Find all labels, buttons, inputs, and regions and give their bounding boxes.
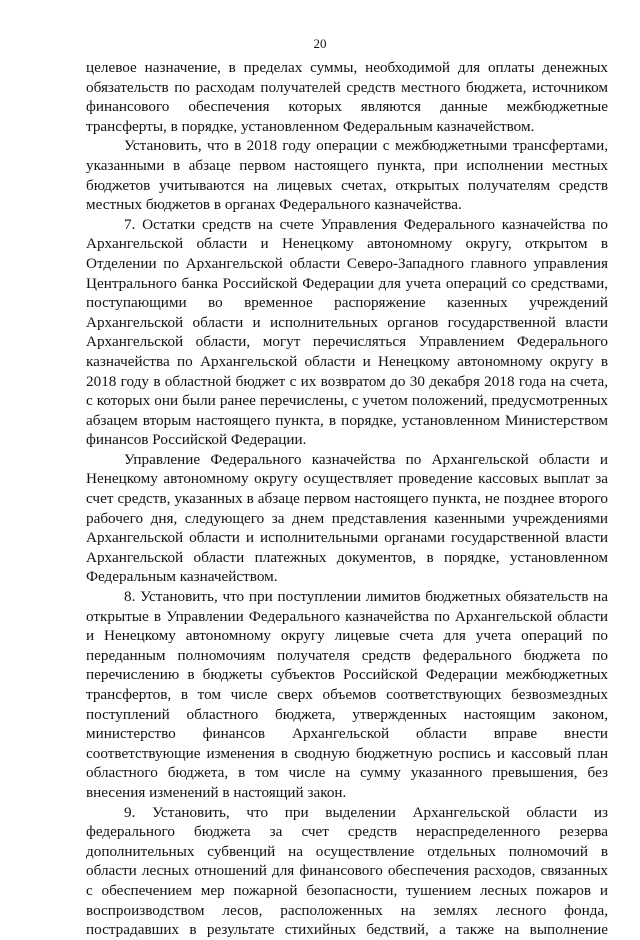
paragraph-item-8: 8. Установить, что при поступлении лимитов бюджетных обязательств на открытые в Управлении Федерального казначейства по Архангельской области и Ненецкому автономному округу лицевые счета для учета операций по переданным полномочиям получателя средств федерального бюджета по перечислению в бюджеты субъектов Российской Федерации межбюджетных трансфертов, в том числе сверх объемов соответствующих безвозмездных поступлений областного бюджета, утвержденных настоящим законом, министерство финансов Архангельской области вправе внести соответствующие изменения в сводную бюджетную роспись и кассовый план областного бюджета, в том числе на сумму указанного превышения, без внесения изменений в настоящий закон. (86, 588, 608, 801)
paragraph-item-7-cash-payments: Управление Федерального казначейства по Архангельской области и Ненецкому автономному округу осуществляет проведение кассовых выплат за счет средств, указанных в абзаце первом настоящего пункта, не позднее второго рабочего дня, следующего за днем представления казенными учреждениями Архангельской области и исполнительными органами государственной власти Архангельской области платежных документов, в порядке, установленном Федеральным казначейством. (86, 450, 608, 586)
page-number: 20 (313, 36, 327, 51)
paragraph-continuation: целевое назначение, в пределах суммы, необходимой для оплаты денежных обязательств по расходам получателей средств местного бюджета, источником финансового обеспечения которых являются данные межбюджетные трансферты, в порядке, установленном Федеральным казначейством. (86, 59, 608, 135)
paragraph-item-9: 9. Установить, что при выделении Архангельской области из федерального бюджета за счет средств нераспределенного резерва дополнительных субвенций на осуществление отдельных полномочий в области лесных отношений для финансового обеспечения расходов, связанных с обеспечением мер пожарной безопасности, тушением лесных пожаров и воспроизводством лесов, расположенных на землях лесного фонда, пострадавших в результате стихийных бедствий, а также на выполнение (86, 803, 608, 939)
document-body (86, 58, 608, 940)
paragraph-interbudget-transfers: Установить, что в 2018 году операции с межбюджетными трансфертами, указанными в абзаце первом настоящего пункта, при исполнении местных бюджетов учитываются на лицевых счетах, открытых получателям средств местных бюджетов в органах Федерального казначейства. (86, 137, 608, 214)
paragraph-item-7: 7. Остатки средств на счете Управления Федерального казначейства по Архангельской области и Ненецкому автономному округу, открытом в Отделении по Архангельской области Северо-Западного главного управления Центрального банка Российской Федерации для учета операций со средствами, поступающими во временное распоряжение казенных учреждений Архангельской области и исполнительных органов государственной власти Архангельской области, могут перечисляться Управлением Федерального казначейства по Архангельской области и Ненецкому автономному округу в 2018 году в областной бюджет с их возвратом до 30 декабря 2018 года на счета, с которых они были ранее перечислены, с учетом положений, предусмотренных абзацем вторым настоящего пункта, в порядке, установленном Министерством финансов Российской Федерации. (86, 215, 608, 449)
